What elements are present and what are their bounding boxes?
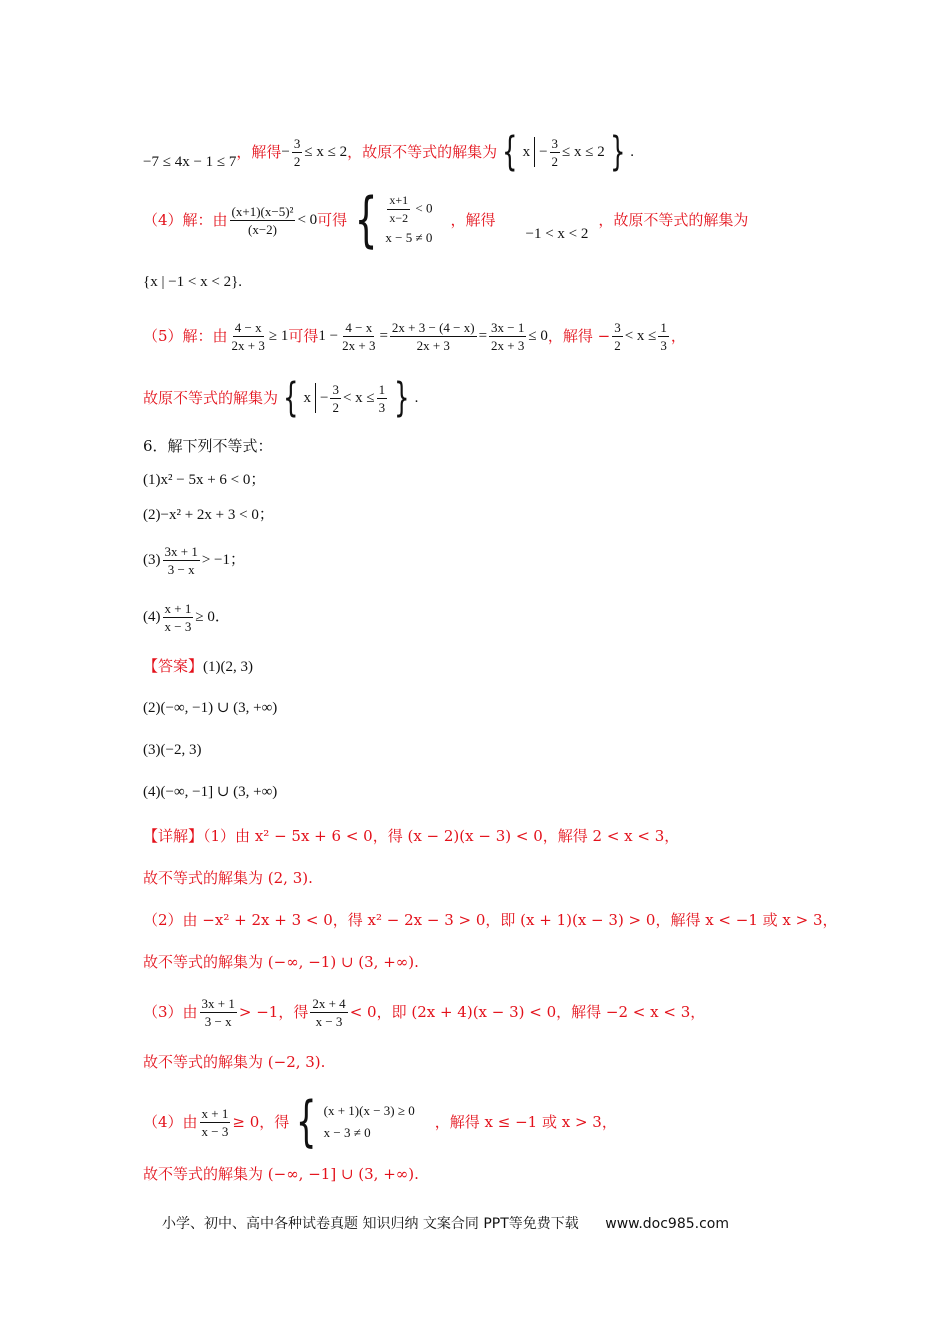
answer-1: 【答案】(1)(2, 3) [143,657,253,675]
page-footer [162,1213,729,1233]
q6-item-2: (2)−x² + 2x + 3 < 0； [143,507,274,523]
p4-system: $\frac{x+1}{x-2}$ < 0 x − 5 ≠ 0 [385,192,433,245]
p3-jiede: ，解得 [236,143,282,161]
q6-item-4: (4) $\frac{x + 1}{x - 3}$ ≥ 0． [143,600,230,634]
p3-left-math: −7 ≤ 4x − 1 ≤ 7 [143,154,237,170]
footer-url[interactable]: www.doc985.com [605,1216,729,1232]
answer-2: (2)(−∞, −1) ∪ (3, +∞) [143,700,278,716]
q6-item-1: (1)x² − 5x + 6 < 0； [143,472,266,488]
p4-set: {x | −1 < x < 2}. [143,274,243,290]
detail-3b: 故不等式的解集为 (−2, 3). [143,1053,326,1071]
p3-result-line: −7 ≤ 4x − 1 ≤ 7 ，解得 − $\frac{3}{2}$ ≤ x ≤ 2 ，故原不等式的解集为 { x − $\frac{3}{2}$ ≤ x ≤ 2 } . [143,129,634,175]
detail-1a: 【详解】（1）由 x² − 5x + 6 < 0，得 (x − 2)(x − 3) < 0，解得 2 < x < 3， [143,827,680,845]
p5-set-line: 故原不等式的解集为 { x − $\frac{3}{2}$ < x ≤ $\frac{1}{3}$ } . [143,375,419,421]
p4-result: −1 < x < 2 [525,226,589,242]
q6-item-3: (3) $\frac{3x + 1}{3 - x}$ > −1； [143,543,246,577]
answer-tag: 【答案】 [143,657,204,675]
detail-4a: （4）由 $\frac{x + 1}{x - 3}$ ≥ 0，得 { (x + 1)(x − 3) ≥ 0 x − 3 ≠ 0 ，解得 x ≤ −1 或 x > 3， [143,1090,617,1153]
answer-4: (4)(−∞, −1] ∪ (3, +∞) [143,784,278,800]
p4-line: （4）解：由 $\frac{\text{(x+1)(x−5)²}}{(x-2)}$ < 0 可得 { $\frac{x+1}{x-2}$ < 0 x − 5 ≠ 0 ，解得 −1 < x < 2 ，故原不等式的解集为 [143,185,749,255]
p4-label: （4）解：由 [143,211,228,229]
detail-2a: （2）由 −x² + 2x + 3 < 0，得 x² − 2x − 3 > 0，即 (x + 1)(x − 3) > 0，解得 x < −1 或 x > 3， [143,911,838,929]
detail-1b: 故不等式的解集为 (2, 3). [143,869,313,887]
detail-4b: 故不等式的解集为 (−∞, −1] ∪ (3, +∞). [143,1165,419,1183]
p3-frac: $\frac{3}{2}$ [293,135,301,169]
q6-title: 6．解下列不等式： [143,437,273,455]
detail-2b: 故不等式的解集为 (−∞, −1) ∪ (3, +∞). [143,953,419,971]
answer-3: (3)(−2, 3) [143,742,202,758]
footer-text: 小学、初中、高中各种试卷真题 知识归纳 文案合同 PPT等免费下载 [162,1216,579,1232]
detail-tag: 【详解】 [143,827,204,845]
p5-line: （5）解：由 $\frac{4 - x}{2x + 3}$ ≥ 1 可得 1 − $\frac{4 - x}{2x + 3}$ = $\frac{2x + 3 - (4 - x)}{2x + 3}$ = $\frac{3x - 1}{2x + 3}$ ≤ 0 ，解得 − $\frac{3}{2}$ < x ≤ $\frac{1}{3}$ ， [143,319,686,353]
detail-3a: （3）由 $\frac{3x + 1}{3 - x}$ > −1，得 $\frac{2x + 4}{x - 3}$ < 0，即 (2x + 4)(x − 3) < 0，解得 −2 < x < 3， [143,995,706,1029]
